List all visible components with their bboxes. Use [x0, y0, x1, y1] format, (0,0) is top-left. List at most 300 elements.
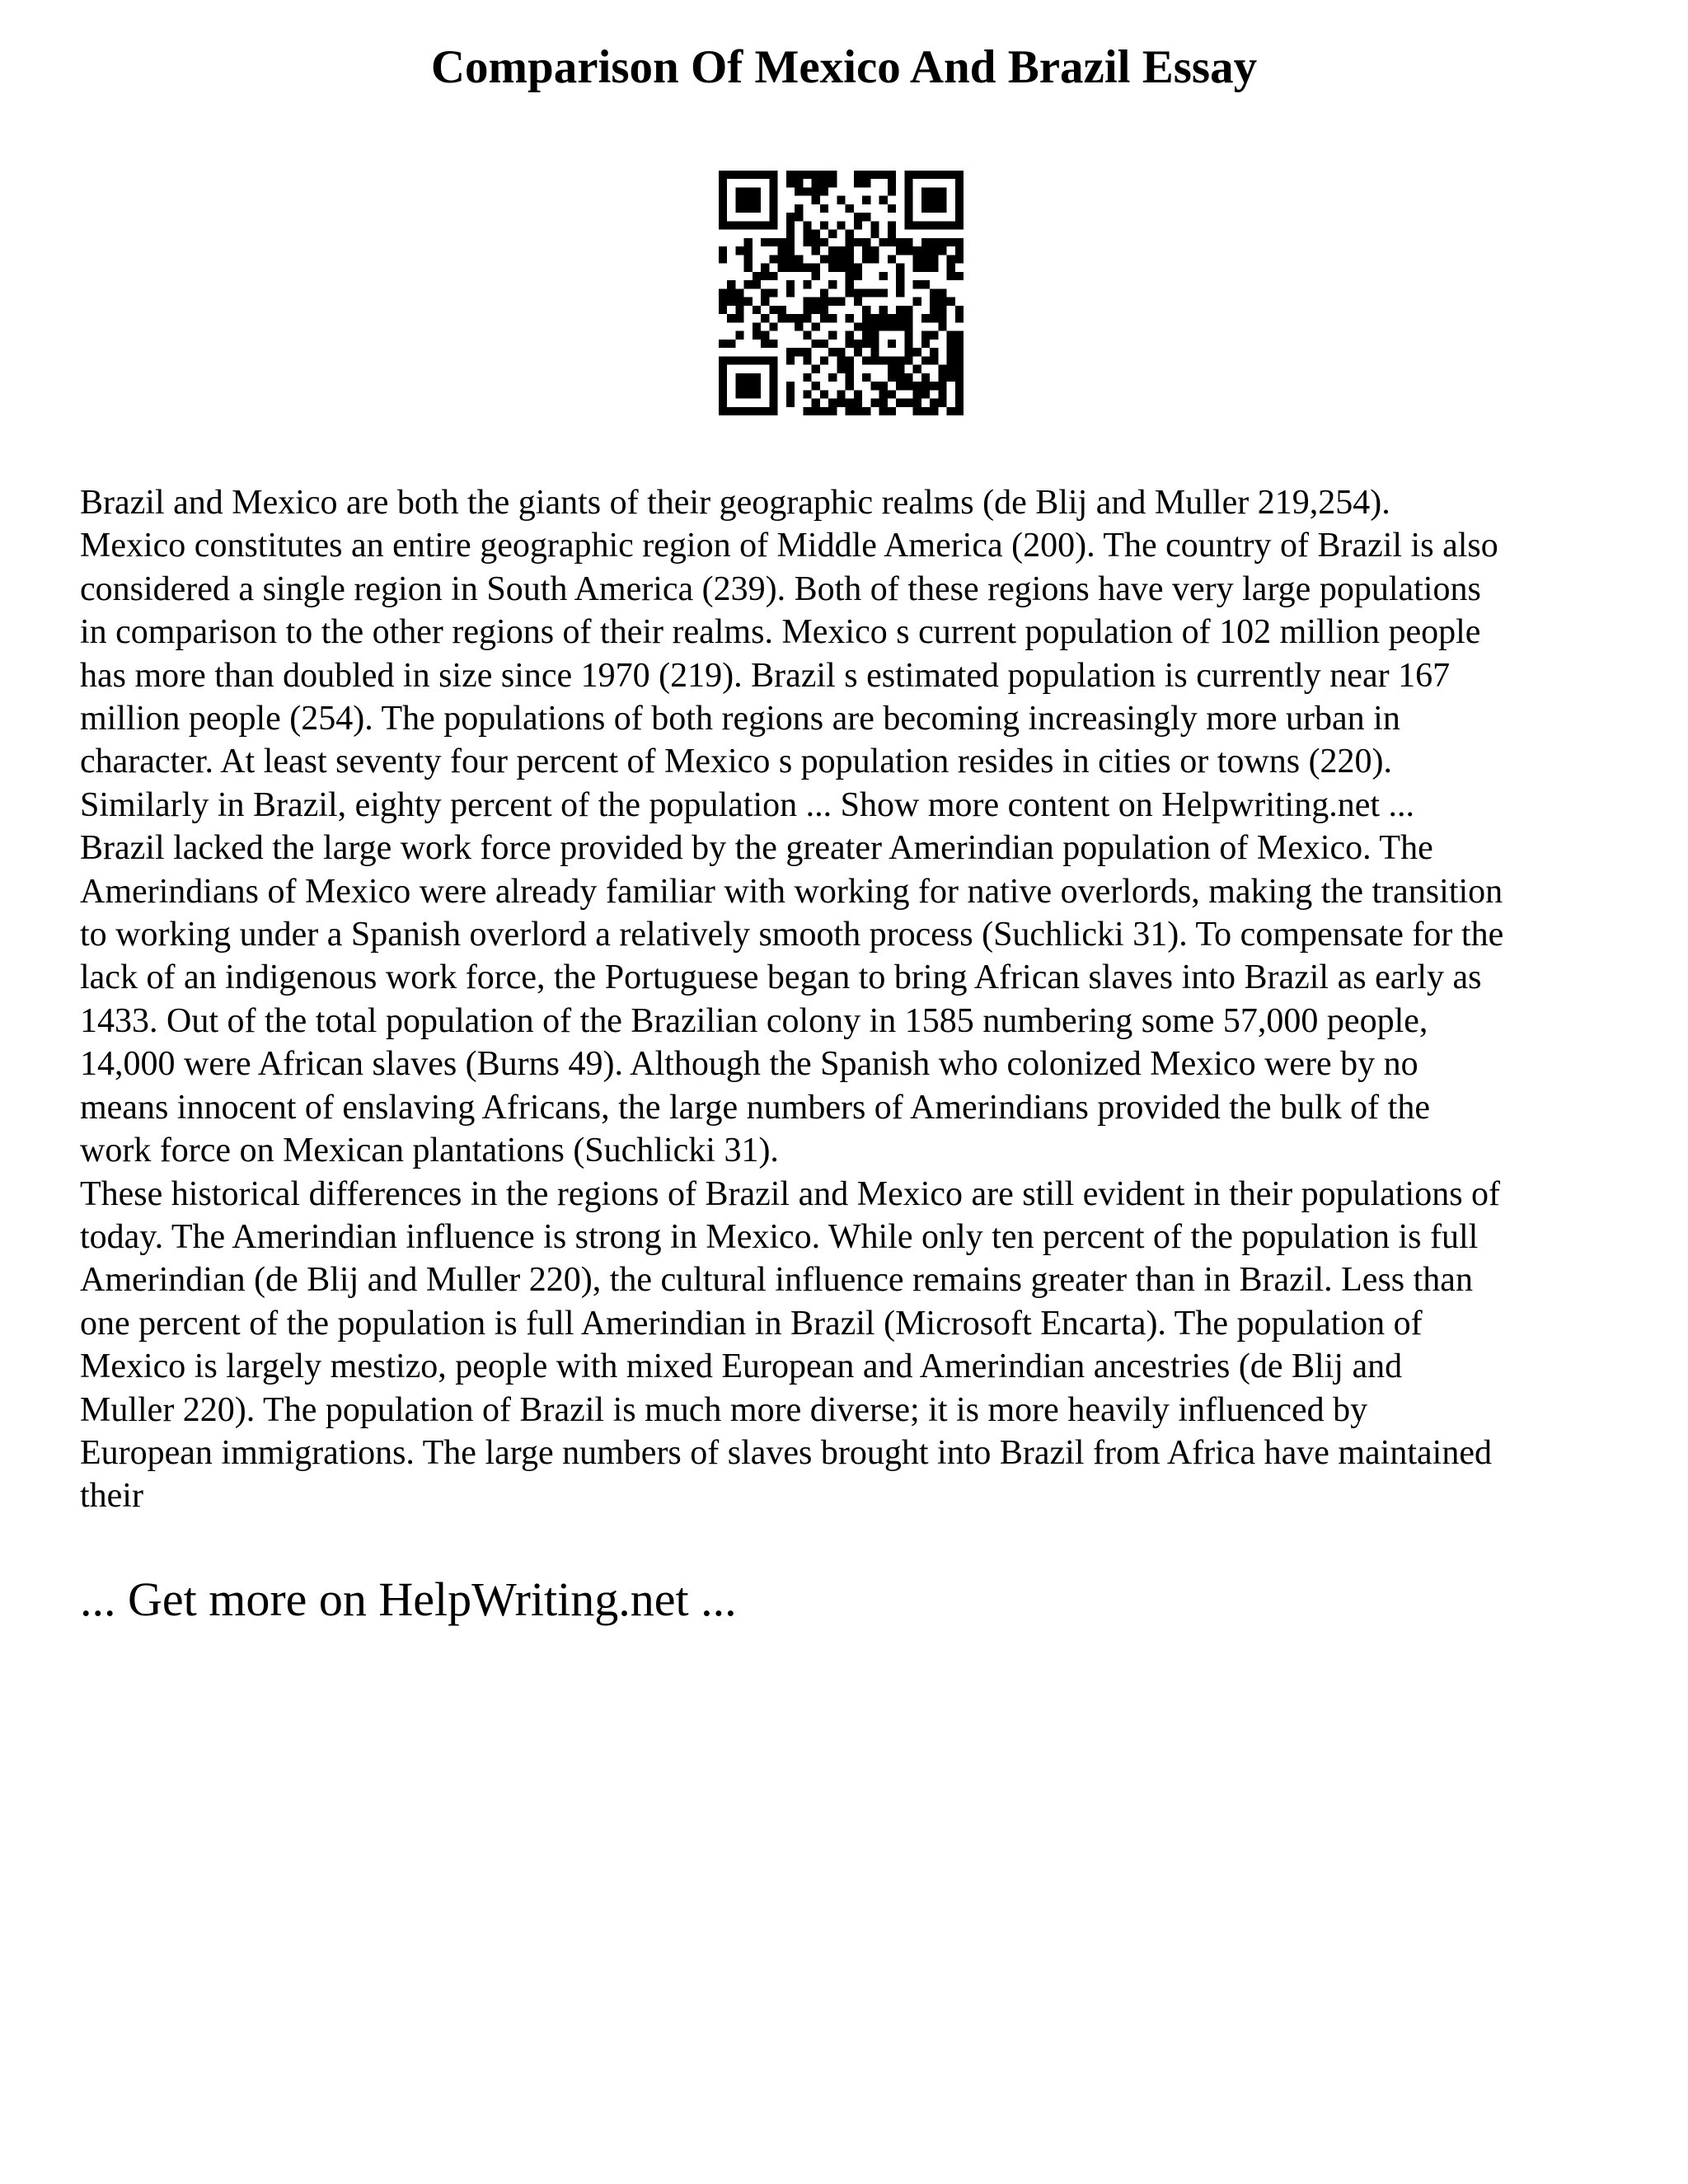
qr-module [744, 390, 753, 398]
qr-module [870, 348, 879, 356]
qr-module [803, 314, 811, 322]
get-more-link[interactable]: ... Get more on HelpWriting.net ... [80, 1572, 737, 1626]
qr-module [921, 204, 930, 213]
qr-module [888, 187, 896, 195]
qr-module [947, 272, 955, 280]
qr-module [870, 382, 879, 390]
qr-module [870, 322, 879, 330]
qr-module [870, 399, 879, 407]
text-line: considered a single region in South America (239). Both of these regions have very large populations [80, 569, 1481, 608]
qr-module [921, 314, 930, 322]
qr-module [846, 373, 854, 382]
qr-module [846, 331, 854, 340]
qr-module [812, 179, 820, 187]
qr-module [870, 246, 879, 255]
qr-module [888, 230, 896, 238]
qr-module [921, 280, 930, 288]
qr-module [803, 373, 811, 382]
qr-module [753, 306, 761, 314]
qr-module [921, 187, 930, 195]
qr-module [846, 255, 854, 263]
qr-module [913, 365, 921, 373]
qr-module [947, 331, 955, 340]
qr-module [837, 356, 845, 364]
qr-module [879, 171, 888, 179]
qr-module [930, 171, 938, 179]
qr-module [913, 298, 921, 306]
qr-module [837, 255, 845, 263]
text-line: Amerindian (de Blij and Muller 220), the cultural influence remains greater than in Brazil. Less than [80, 1261, 1473, 1300]
qr-module [854, 348, 862, 356]
essay-body [80, 481, 1646, 1518]
qr-module [862, 340, 870, 348]
qr-module [735, 382, 743, 390]
qr-module [769, 390, 777, 398]
qr-module [761, 331, 769, 340]
qr-module [862, 331, 870, 340]
qr-module [846, 264, 854, 272]
qr-module [753, 382, 761, 390]
qr-module [930, 264, 938, 272]
qr-module [744, 196, 753, 204]
qr-module [854, 407, 862, 415]
qr-module [828, 407, 837, 415]
qr-module [955, 213, 964, 221]
qr-module [921, 221, 930, 229]
qr-module [930, 187, 938, 195]
text-line: to working under a Spanish overlord a relatively smooth process (Suchlicki 31). To compensate for the [80, 916, 1504, 954]
qr-module [904, 382, 912, 390]
qr-module [744, 382, 753, 390]
qr-module [795, 179, 803, 187]
qr-module [761, 238, 769, 246]
qr-module [820, 390, 828, 398]
qr-module [803, 280, 811, 288]
qr-module [938, 306, 946, 314]
qr-module [820, 340, 828, 348]
qr-module [778, 264, 786, 272]
qr-module [769, 365, 777, 373]
text-line: 1433. Out of the total population of the Brazilian colony in 1585 numbering some 57,000 people, [80, 1001, 1428, 1040]
qr-module [820, 288, 828, 297]
qr-module [828, 264, 837, 272]
qr-module [921, 390, 930, 398]
qr-module [862, 306, 870, 314]
qr-module [753, 196, 761, 204]
qr-module [735, 407, 743, 415]
qr-module [947, 255, 955, 263]
qr-module [795, 264, 803, 272]
qr-module [913, 171, 921, 179]
qr-module [921, 255, 930, 263]
qr-module [904, 187, 912, 195]
qr-module [930, 399, 938, 407]
qr-module [938, 314, 946, 322]
qr-module [870, 230, 879, 238]
qr-module [947, 348, 955, 356]
qr-module [955, 399, 964, 407]
qr-module [846, 340, 854, 348]
text-line: Brazil lacked the large work force provided by the greater Amerindian population of Mexico. The [80, 829, 1433, 868]
qr-module [896, 238, 904, 246]
qr-module [904, 373, 912, 382]
qr-module [837, 365, 845, 373]
qr-module [862, 171, 870, 179]
qr-module [921, 340, 930, 348]
qr-module [913, 255, 921, 263]
qr-module [786, 230, 795, 238]
qr-module [820, 187, 828, 195]
qr-module [812, 171, 820, 179]
qr-module [837, 298, 845, 306]
qr-module [778, 246, 786, 255]
qr-module [913, 407, 921, 415]
qr-module [786, 171, 795, 179]
qr-module [854, 322, 862, 330]
qr-module [896, 365, 904, 373]
qr-module [947, 221, 955, 229]
qr-module [938, 221, 946, 229]
qr-module [955, 365, 964, 373]
qr-module [803, 221, 811, 229]
qr-module [930, 204, 938, 213]
qr-module [930, 196, 938, 204]
qr-module [719, 390, 727, 398]
qr-module [786, 221, 795, 229]
qr-module [879, 196, 888, 204]
qr-module [904, 399, 912, 407]
qr-module [719, 187, 727, 195]
qr-module [879, 306, 888, 314]
text-line: million people (254). The populations of both regions are becoming increasingly more urban in [80, 700, 1400, 738]
qr-module [719, 340, 727, 348]
qr-module [828, 331, 837, 340]
qr-module [786, 246, 795, 255]
qr-module [879, 356, 888, 364]
qr-module [896, 272, 904, 280]
text-line: means innocent of enslaving Africans, the large numbers of Amerindians provided the bulk of the [80, 1088, 1430, 1127]
qr-module [921, 196, 930, 204]
qr-module [854, 340, 862, 348]
qr-module [812, 365, 820, 373]
qr-module [913, 221, 921, 229]
qr-module [955, 331, 964, 340]
qr-module [846, 246, 854, 255]
qr-module [888, 204, 896, 213]
qr-module [769, 288, 777, 297]
qr-module [769, 322, 777, 330]
qr-module [888, 356, 896, 364]
qr-module [862, 356, 870, 364]
text-line: their [80, 1477, 143, 1516]
qr-module [904, 356, 912, 364]
qr-module [904, 340, 912, 348]
qr-module [870, 288, 879, 297]
qr-module [753, 390, 761, 398]
qr-module [930, 221, 938, 229]
qr-module [761, 356, 769, 364]
text-line: 14,000 were African slaves (Burns 49). Although the Spanish who colonized Mexico were by no [80, 1045, 1418, 1084]
qr-module [786, 179, 795, 187]
qr-module [862, 314, 870, 322]
qr-module [778, 314, 786, 322]
qr-module [812, 340, 820, 348]
qr-module [896, 314, 904, 322]
qr-module [879, 407, 888, 415]
qr-module [727, 407, 735, 415]
qr-module [744, 280, 753, 288]
qr-module [837, 390, 845, 398]
qr-module [795, 314, 803, 322]
qr-module [820, 171, 828, 179]
qr-module [955, 196, 964, 204]
qr-module [930, 298, 938, 306]
qr-module [837, 399, 845, 407]
qr-module [837, 246, 845, 255]
qr-module [938, 187, 946, 195]
qr-module [744, 246, 753, 255]
qr-module [786, 238, 795, 246]
qr-module [812, 272, 820, 280]
essay-paragraph-1 [80, 481, 1646, 1173]
qr-module [828, 171, 837, 179]
qr-module [955, 171, 964, 179]
text-line: lack of an indigenous work force, the Portuguese began to bring African slaves into Brazil as early as [80, 958, 1482, 997]
qr-module [761, 340, 769, 348]
qr-module [769, 179, 777, 187]
qr-module [930, 238, 938, 246]
text-line: Mexico constitutes an entire geographic region of Middle America (200). The country of Brazil is also [80, 527, 1498, 565]
qr-module [761, 221, 769, 229]
qr-module [769, 340, 777, 348]
qr-module [921, 238, 930, 246]
qr-module [846, 230, 854, 238]
qr-module [862, 288, 870, 297]
qr-module [904, 196, 912, 204]
qr-module [828, 255, 837, 263]
qr-module [812, 187, 820, 195]
text-line: today. The Amerindian influence is strong in Mexico. While only ten percent of the population is full [80, 1217, 1479, 1256]
qr-module [735, 390, 743, 398]
qr-module [803, 348, 811, 356]
qr-module [888, 340, 896, 348]
qr-module [735, 246, 743, 255]
qr-module [803, 407, 811, 415]
qr-module [719, 288, 727, 297]
qr-module [753, 272, 761, 280]
qr-module [786, 348, 795, 356]
qr-module [769, 221, 777, 229]
qr-module [955, 246, 964, 255]
qr-module [820, 255, 828, 263]
qr-module [812, 230, 820, 238]
qr-module [769, 272, 777, 280]
qr-module [846, 288, 854, 297]
qr-module [870, 314, 879, 322]
qr-module [955, 238, 964, 246]
qr-module [786, 213, 795, 221]
qr-module [921, 171, 930, 179]
qr-module [735, 314, 743, 322]
qr-module [888, 221, 896, 229]
qr-module [727, 356, 735, 364]
qr-module [744, 373, 753, 382]
qr-module [837, 196, 845, 204]
qr-module [888, 365, 896, 373]
qr-module [913, 348, 921, 356]
qr-module [879, 382, 888, 390]
qr-module [719, 196, 727, 204]
qr-module [888, 322, 896, 330]
qr-module [735, 356, 743, 364]
qr-module [947, 365, 955, 373]
qr-module [955, 348, 964, 356]
qr-module [955, 204, 964, 213]
qr-module [846, 204, 854, 213]
qr-module [769, 382, 777, 390]
qr-module [854, 221, 862, 229]
qr-module [921, 356, 930, 364]
qr-module [904, 171, 912, 179]
qr-module [904, 246, 912, 255]
qr-module [955, 373, 964, 382]
qr-module [769, 187, 777, 195]
qr-module [812, 322, 820, 330]
qr-module [803, 171, 811, 179]
qr-module [786, 356, 795, 364]
qr-module [727, 340, 735, 348]
qr-module [846, 407, 854, 415]
qr-module [846, 399, 854, 407]
qr-module [744, 187, 753, 195]
text-line: character. At least seventy four percent of Mexico s population resides in cities or towns (220). [80, 743, 1393, 781]
qr-module [820, 298, 828, 306]
qr-module [735, 373, 743, 382]
qr-module [769, 238, 777, 246]
qr-module [837, 221, 845, 229]
qr-module [753, 171, 761, 179]
qr-module [870, 255, 879, 263]
qr-module [930, 331, 938, 340]
qr-module [719, 356, 727, 364]
qr-module [769, 213, 777, 221]
qr-module [812, 298, 820, 306]
qr-module [761, 288, 769, 297]
qr-module [828, 348, 837, 356]
qr-module [879, 238, 888, 246]
qr-module [938, 399, 946, 407]
qr-module [744, 407, 753, 415]
qr-module [812, 382, 820, 390]
qr-module [735, 187, 743, 195]
qr-module [846, 356, 854, 364]
qr-module [930, 288, 938, 297]
qr-module [719, 213, 727, 221]
qr-module [769, 171, 777, 179]
qr-module [753, 331, 761, 340]
qr-module [769, 255, 777, 263]
qr-module [854, 272, 862, 280]
qr-module [930, 255, 938, 263]
qr-module [744, 221, 753, 229]
qr-module [812, 407, 820, 415]
qr-module [803, 331, 811, 340]
qr-module [761, 264, 769, 272]
qr-module [854, 171, 862, 179]
qr-module [938, 246, 946, 255]
qr-module [896, 288, 904, 297]
qr-module [862, 179, 870, 187]
qr-module [870, 356, 879, 364]
qr-module [846, 382, 854, 390]
qr-module [896, 264, 904, 272]
qr-module [904, 204, 912, 213]
qr-module [803, 264, 811, 272]
qr-module [921, 407, 930, 415]
qr-module [896, 280, 904, 288]
qr-module [735, 298, 743, 306]
qr-module [854, 238, 862, 246]
qr-module [753, 373, 761, 382]
qr-module [727, 171, 735, 179]
qr-module [930, 246, 938, 255]
text-line: Amerindians of Mexico were already familiar with working for native overlords, making the transition [80, 872, 1503, 911]
qr-module [837, 348, 845, 356]
qr-module [947, 373, 955, 382]
qr-module [803, 356, 811, 364]
qr-module [735, 171, 743, 179]
qr-module [862, 238, 870, 246]
qr-module [786, 264, 795, 272]
qr-module [938, 196, 946, 204]
qr-module [879, 322, 888, 330]
qr-module [862, 373, 870, 382]
qr-module [769, 407, 777, 415]
qr-module [778, 255, 786, 263]
qr-module [803, 390, 811, 398]
qr-module [955, 306, 964, 314]
qr-code-icon [719, 171, 964, 415]
qr-module [888, 373, 896, 382]
qr-module [820, 238, 828, 246]
qr-module [921, 382, 930, 390]
qr-module [947, 264, 955, 272]
qr-module [913, 390, 921, 398]
qr-module [955, 255, 964, 263]
qr-module [786, 399, 795, 407]
qr-module [769, 306, 777, 314]
qr-module [862, 255, 870, 263]
qr-module [947, 356, 955, 364]
qr-module [938, 298, 946, 306]
qr-module [930, 356, 938, 364]
qr-module [795, 204, 803, 213]
qr-module [735, 221, 743, 229]
qr-module [735, 331, 743, 340]
qr-module [828, 280, 837, 288]
qr-module [930, 348, 938, 356]
qr-module [888, 179, 896, 187]
qr-module [769, 356, 777, 364]
qr-module [820, 306, 828, 314]
qr-module [930, 407, 938, 415]
qr-module [828, 373, 837, 382]
qr-module [820, 179, 828, 187]
qr-module [930, 314, 938, 322]
qr-module [744, 356, 753, 364]
qr-module [795, 187, 803, 195]
qr-module [921, 331, 930, 340]
